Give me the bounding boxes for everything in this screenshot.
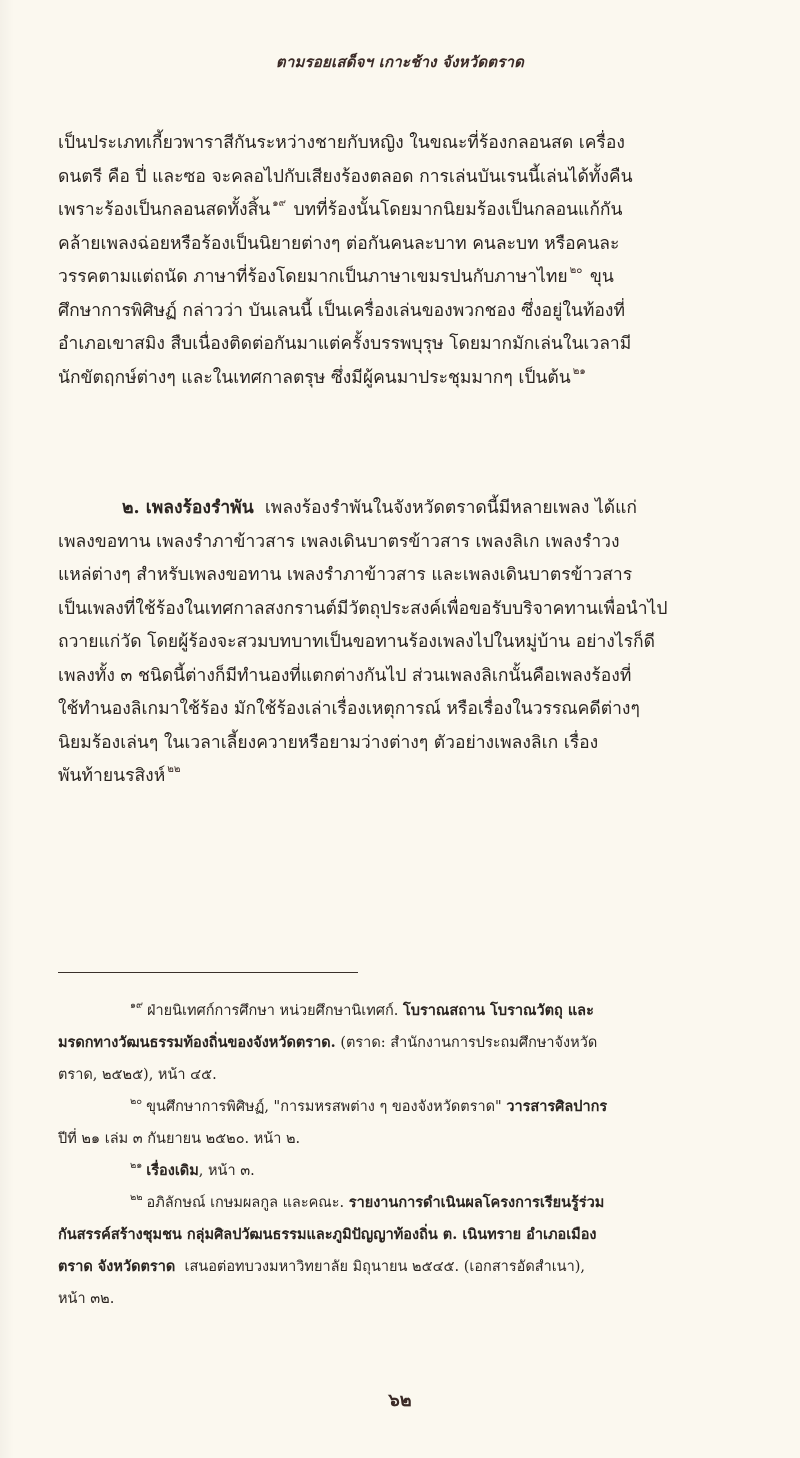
- text-segment: นักขัตฤกษ์ต่างๆ และในเทศกาลตรุษ ซึ่งมีผู้คนมาประชุมมากๆ เป็นต้น: [58, 367, 571, 388]
- footnote-number: ๒๑: [130, 1160, 143, 1171]
- paragraph-banren: [58, 127, 770, 395]
- footnote-line: หน้า ๓๒.: [58, 1291, 115, 1307]
- text-line: ใช้ทำนองลิเกมาใช้ร้อง มักใช้ร้องเล่าเรื่องเหตุการณ์ หรือเรื่องในวรรณคดีต่างๆ: [58, 699, 640, 719]
- footnote-title: ตราด จังหวัดตราด: [58, 1258, 176, 1275]
- footnote-line: ตราด, ๒๕๒๕), หน้า ๔๕.: [58, 1067, 217, 1083]
- footnote-text: (ตราด: สำนักงานการประถมศึกษาจังหวัด: [340, 1035, 598, 1051]
- footnote-number: ๑๙: [130, 1000, 143, 1011]
- text-line: ดนตรี คือ ปี่ และซอ จะคลอไปกับเสียงร้องตลอด การเล่นบันเรนนี้เล่นได้ทั้งคืน: [58, 166, 633, 187]
- text-line: อำเภอเขาสมิง สืบเนื่องติดต่อกันมาแต่ครั้งบรรพบุรุษ โดยมากมักเล่นในเวลามี: [58, 334, 632, 354]
- footnote-line: [58, 1027, 770, 1059]
- section-heading: ๒. เพลงร้องรำพัน: [122, 498, 254, 518]
- text-line: [58, 760, 770, 794]
- footnote-ref-20: ๒๐: [569, 265, 583, 276]
- page-number: ๖๒: [388, 1390, 412, 1411]
- footnote-number: ๒๐: [130, 1096, 143, 1107]
- text-line: ศึกษาการพิศิษฏ์ กล่าวว่า บันเลนนี้ เป็นเครื่องเล่นของพวกชอง ซึ่งอยู่ในท้องที่: [58, 300, 625, 321]
- footnote-title: กันสรรค์สร้างชุมชน กลุ่มศิลปวัฒนธรรมและภูมิปัญญาท้องถิ่น ต. เนินทราย อำเภอเมือง: [58, 1226, 597, 1243]
- text-line: [58, 362, 770, 396]
- text-line: [58, 492, 770, 526]
- text-segment: ขุน: [589, 267, 614, 287]
- footnote-divider: [58, 972, 358, 973]
- text-line: เพลงขอทาน เพลงรำภาข้าวสาร เพลงเดินบาตรข้าวสาร เพลงลิเก เพลงรำวง: [58, 531, 620, 552]
- text-line: คล้ายเพลงฉ่อยหรือร้องเป็นนิยายต่างๆ ต่อกันคนละบาท คนละบท หรือคนละ: [58, 233, 620, 254]
- text-line: [58, 194, 770, 228]
- footnote-ref-19: ๑๙: [272, 198, 286, 209]
- running-header: ตามรอยเสด็จฯ เกาะช้าง จังหวัดตราด: [275, 53, 525, 71]
- footnote-22: [58, 1187, 770, 1219]
- text-segment: พันท้ายนรสิงห์: [58, 766, 166, 786]
- footnotes: [58, 995, 770, 1315]
- footnote-line: ปีที่ ๒๑ เล่ม ๓ กันยายน ๒๕๒๐. หน้า ๒.: [58, 1131, 301, 1147]
- footnote-text: เสนอต่อทบวงมหาวิทยาลัย มิถุนายน ๒๕๔๕. (เอกสารอัดสำเนา),: [184, 1259, 586, 1275]
- footnote-21: [58, 1155, 770, 1187]
- footnote-number: ๒๒: [130, 1192, 143, 1203]
- footnote-title: โบราณสถาน โบราณวัตถุ และ: [402, 1002, 594, 1019]
- text-segment: เพลงร้องรำพันในจังหวัดตราดนี้มีหลายเพลง ได้แก่: [264, 498, 638, 518]
- text-line: ถวายแก่วัด โดยผู้ร้องจะสวมบทบาทเป็นขอทานร้องเพลงไปในหมู่บ้าน อย่างไรก็ดี: [58, 632, 656, 652]
- footnote-ref-22: ๒๒: [167, 764, 181, 775]
- footnote-ref-21: ๒๑: [572, 365, 586, 377]
- footnote-title: มรดกทางวัฒนธรรมท้องถิ่นของจังหวัดตราด.: [58, 1034, 336, 1051]
- footnote-title: วารสารศิลปากร: [506, 1098, 608, 1115]
- footnote-text: อภิลักษณ์ เกษมผลกูล และคณะ.: [146, 1195, 345, 1211]
- paragraph-lament-songs: [58, 492, 770, 794]
- text-segment: บทที่ร้องนั้นโดยมากนิยมร้องเป็นกลอนแก้กัน: [293, 200, 623, 220]
- footnote-title: เรื่องเดิม: [146, 1162, 199, 1179]
- text-segment: วรรคตามแต่ถนัด ภาษาที่ร้องโดยมากเป็นภาษาเขมรปนกับภาษาไทย: [58, 267, 568, 287]
- footnote-19: [58, 995, 770, 1027]
- footnote-20: [58, 1091, 770, 1123]
- footnote-text: , หน้า ๓.: [198, 1163, 255, 1179]
- text-line: เพลงทั้ง ๓ ชนิดนี้ต่างก็มีทำนองที่แตกต่างกันไป ส่วนเพลงลิเกนั้นคือเพลงร้องที่: [58, 665, 632, 686]
- text-line: [58, 261, 770, 295]
- text-line: เป็นประเภทเกี้ยวพาราสีกันระหว่างชายกับหญิง ในขณะที่ร้องกลอนสด เครื่อง: [58, 133, 625, 153]
- footnote-text: ขุนศึกษาการพิศิษฏ์, "การมหรสพต่าง ๆ ของจังหวัดตราด": [146, 1099, 502, 1115]
- text-line: นิยมร้องเล่นๆ ในเวลาเลี้ยงควายหรือยามว่างต่างๆ ตัวอย่างเพลงลิเก เรื่อง: [58, 732, 599, 753]
- footnote-text: ฝ่ายนิเทศก์การศึกษา หน่วยศึกษานิเทศก์.: [147, 1003, 399, 1019]
- text-line: แหล่ต่างๆ สำหรับเพลงขอทาน เพลงรำภาข้าวสาร และเพลงเดินบาตรข้าวสาร: [58, 565, 633, 585]
- footnote-line: [58, 1251, 770, 1283]
- text-line: เป็นเพลงที่ใช้ร้องในเทศกาลสงกรานต์มีวัตถุประสงค์เพื่อขอรับบริจาคทานเพื่อนำไป: [58, 598, 668, 619]
- footnote-line: [58, 1219, 770, 1251]
- text-segment: เพราะร้องเป็นกลอนสดทั้งสิ้น: [58, 200, 271, 220]
- footnote-title: รายงานการดำเนินผลโครงการเรียนรู้ร่วม: [348, 1194, 605, 1211]
